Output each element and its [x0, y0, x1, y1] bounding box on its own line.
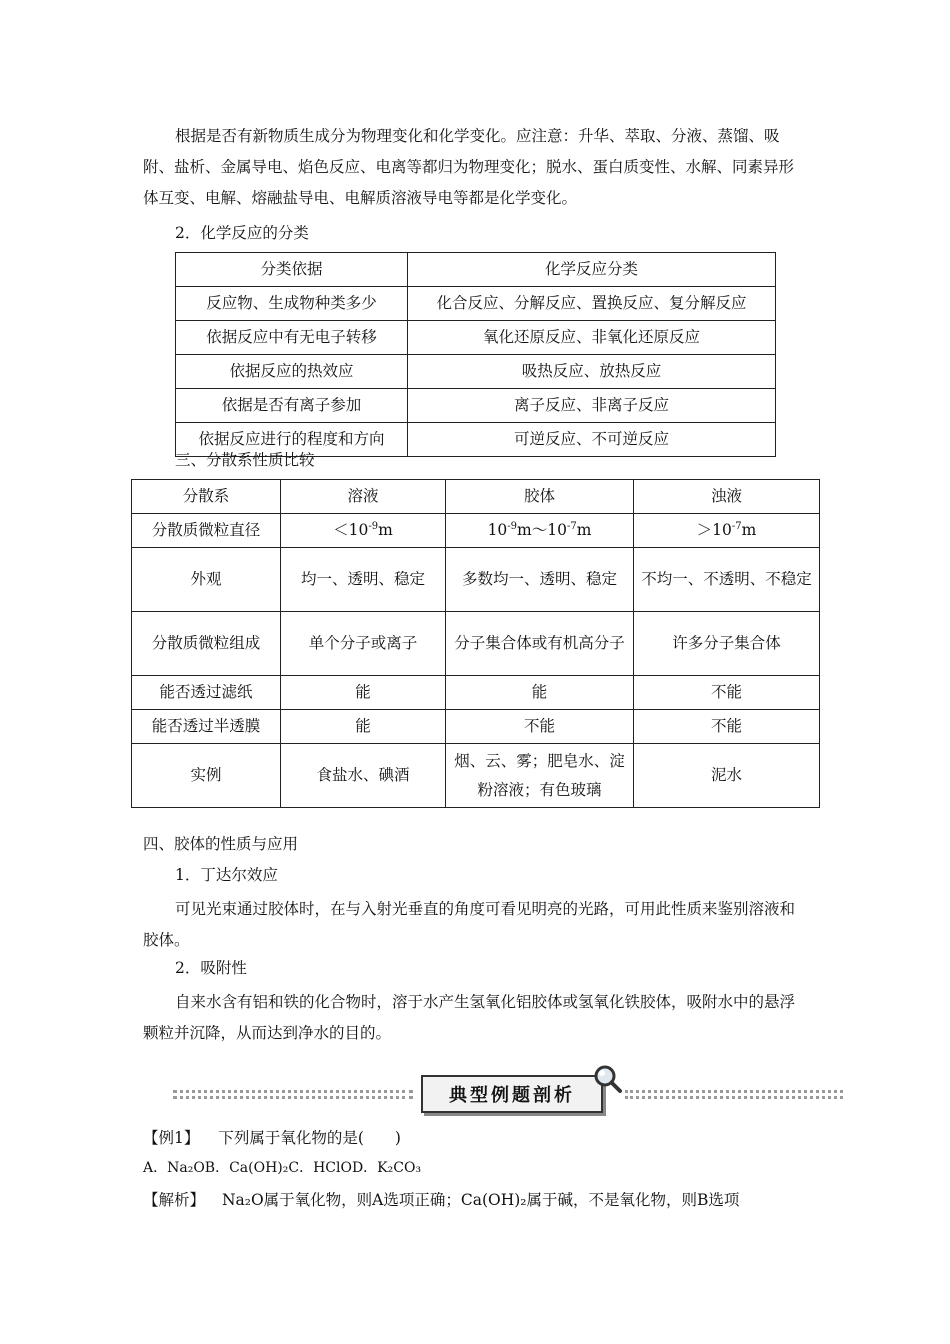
table-cell: 不能 — [446, 710, 634, 744]
table-row — [132, 548, 820, 612]
tyndall-paragraph: 可见光束通过胶体时，在与入射光垂直的角度可看见明亮的光路，可用此性质来鉴别溶液和胶体。 — [143, 900, 796, 949]
table-cell: 分散质微粒组成 — [132, 612, 281, 676]
banner-dotted-line-right — [625, 1090, 843, 1093]
table-row — [132, 710, 820, 744]
example-tag: 【例1】 — [143, 1129, 200, 1147]
table-cell: 泥水 — [634, 744, 820, 808]
table-cell: 许多分子集合体 — [634, 612, 820, 676]
table-row — [176, 389, 776, 423]
question-text: 下列属于氧化物的是( ) — [218, 1129, 401, 1147]
header-cell: 分类依据 — [176, 253, 408, 287]
table-row — [132, 744, 820, 808]
adsorption-paragraph: 自来水含有铝和铁的化合物时，溶于水产生氢氧化铝胶体或氢氧化铁胶体，吸附水中的悬浮颗粒并沉降，从而达到净水的目的。 — [143, 993, 796, 1042]
analysis-tag: 【解析】 — [143, 1191, 206, 1209]
example-banner — [143, 1070, 843, 1116]
table-cell: 吸热反应、放热反应 — [408, 355, 776, 389]
table-cell: 分散质微粒直径 — [132, 514, 281, 548]
reaction-classification-table — [175, 252, 776, 457]
header-cell: 化学反应分类 — [408, 253, 776, 287]
table-cell: 离子反应、非离子反应 — [408, 389, 776, 423]
table-cell: 反应物、生成物种类多少 — [176, 287, 408, 321]
header-cell: 浊液 — [634, 480, 820, 514]
table-cell: 均一、透明、稳定 — [281, 548, 446, 612]
subheading-tyndall: 1．丁达尔效应 — [175, 866, 278, 884]
table-row — [132, 612, 820, 676]
banner-dotted-line-right — [625, 1096, 843, 1099]
table-cell: 化合反应、分解反应、置换反应、复分解反应 — [408, 287, 776, 321]
table-cell: 能 — [281, 710, 446, 744]
table-cell: 食盐水、碘酒 — [281, 744, 446, 808]
magnifier-icon — [593, 1064, 623, 1094]
table-cell: 实例 — [132, 744, 281, 808]
table-cell: 可逆反应、不可逆反应 — [408, 423, 776, 457]
table-cell: 不均一、不透明、不稳定 — [634, 548, 820, 612]
table-cell: 依据反应的热效应 — [176, 355, 408, 389]
table-cell: $>10^{-7}m$ — [634, 514, 820, 548]
table-row — [176, 355, 776, 389]
table-cell: 外观 — [132, 548, 281, 612]
table-row — [176, 287, 776, 321]
table-row — [132, 514, 820, 548]
example-question — [143, 1126, 401, 1148]
intro-paragraph: 根据是否有新物质生成分为物理变化和化学变化。应注意：升华、萃取、分液、蒸馏、吸附、盐析、金属导电、焰色反应、电离等都归为物理变化；脱水、蛋白质变性、水解、同素异形体互变、电解、熔融盐导电、电解质溶液导电等都是化学变化。 — [143, 127, 795, 207]
table-cell: 不能 — [634, 710, 820, 744]
table-cell: 烟、云、雾；肥皂水、淀粉溶液；有色玻璃 — [446, 744, 634, 808]
banner-dotted-line-left — [173, 1096, 413, 1099]
table-cell: 依据是否有离子参加 — [176, 389, 408, 423]
section-heading-dispersion: 三、分散系性质比较 — [175, 451, 315, 469]
table-cell: 能 — [281, 676, 446, 710]
header-cell: 胶体 — [446, 480, 634, 514]
table-cell: 能 — [446, 676, 634, 710]
table-row — [132, 676, 820, 710]
table-cell: 能否透过半透膜 — [132, 710, 281, 744]
table-cell: 多数均一、透明、稳定 — [446, 548, 634, 612]
table-cell: 能否透过滤纸 — [132, 676, 281, 710]
table-header-row — [132, 480, 820, 514]
table-header-row — [176, 253, 776, 287]
analysis-text: Na₂O属于氧化物，则A选项正确；Ca(OH)₂属于碱，不是氧化物，则B选项 — [221, 1191, 740, 1209]
table-cell: 单个分子或离子 — [281, 612, 446, 676]
table-cell: 依据反应中有无电子转移 — [176, 321, 408, 355]
banner-title: 典型例题剖析 — [421, 1075, 603, 1113]
table-cell: 氧化还原反应、非氧化还原反应 — [408, 321, 776, 355]
section-heading-colloid: 四、胶体的性质与应用 — [143, 835, 299, 853]
example-analysis — [143, 1188, 739, 1210]
banner-dotted-line-left — [173, 1090, 413, 1093]
subheading-adsorption: 2．吸附性 — [175, 959, 247, 977]
table-cell: 分子集合体或有机高分子 — [446, 612, 634, 676]
table-cell: $<10^{-9}m$ — [281, 514, 446, 548]
example-options: A．Na₂OB．Ca(OH)₂C．HClOD．K₂CO₃ — [143, 1160, 422, 1176]
table-cell: 不能 — [634, 676, 820, 710]
table-cell: $10^{-9}m\sim 10^{-7}m$ — [446, 514, 634, 548]
section-heading-reaction-classification: 2．化学反应的分类 — [175, 224, 309, 242]
table-row — [176, 321, 776, 355]
table-cell: 依据反应进行的程度和方向 — [176, 423, 408, 457]
header-cell: 分散系 — [132, 480, 281, 514]
dispersion-comparison-table — [131, 479, 820, 808]
header-cell: 溶液 — [281, 480, 446, 514]
